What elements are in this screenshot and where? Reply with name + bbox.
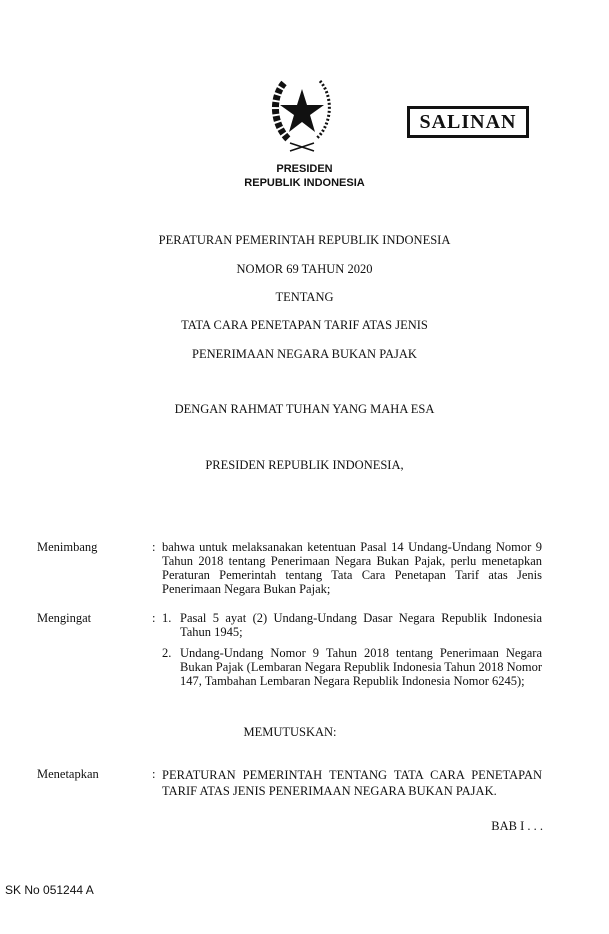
subject-line-2: PENERIMAAN NEGARA BUKAN PAJAK: [192, 347, 417, 361]
office-line-1: PRESIDEN: [276, 163, 333, 175]
regulation-title: PERATURAN PEMERINTAH REPUBLIK INDONESIA: [158, 233, 451, 247]
mengingat-item-2: Undang-Undang Nomor 9 Tahun 2018 tentang Penerimaan Negara Bukan Pajak (Lembaran Negara Republik Indonesia Tahun 2018 Nomor 147, Tambahan Lembaran Negara Republik Indonesia Nomor 6245);: [180, 646, 542, 688]
mengingat-item-1: Pasal 5 ayat (2) Undang-Undang Dasar Negara Republik Indonesia Tahun 1945;: [180, 611, 542, 639]
menimbang-label: Menimbang: [37, 540, 98, 554]
mengingat-label: Mengingat: [37, 611, 92, 625]
colon: :: [152, 611, 156, 625]
memutuskan-heading: MEMUTUSKAN:: [243, 725, 337, 739]
invocation: DENGAN RAHMAT TUHAN YANG MAHA ESA: [174, 402, 435, 416]
next-page-marker: BAB I . . .: [491, 819, 543, 833]
office-line-2: REPUBLIK INDONESIA: [244, 177, 365, 189]
colon: :: [152, 540, 156, 554]
issuer: PRESIDEN REPUBLIK INDONESIA,: [205, 458, 404, 472]
tentang-heading: TENTANG: [275, 290, 334, 304]
item-number: 2.: [162, 646, 172, 660]
menetapkan-label: Menetapkan: [37, 767, 99, 781]
subject-line-1: TATA CARA PENETAPAN TARIF ATAS JENIS: [181, 318, 428, 332]
menetapkan-text: PERATURAN PEMERINTAH TENTANG TATA CARA PENETAPAN TARIF ATAS JENIS PENERIMAAN NEGARA BUKAN PAJAK.: [162, 768, 542, 798]
footer-code: SK No 051244 A: [5, 883, 94, 897]
colon: :: [152, 767, 156, 781]
item-number: 1.: [162, 611, 172, 625]
regulation-number: NOMOR 69 TAHUN 2020: [236, 262, 373, 276]
presidential-seal-icon: [270, 75, 334, 157]
salinan-stamp: SALINAN: [407, 106, 529, 138]
menimbang-text: bahwa untuk melaksanakan ketentuan Pasal 14 Undang-Undang Nomor 9 Tahun 2018 tentang Penerimaan Negara Bukan Pajak, perlu menetapkan Peraturan Pemerintah tentang Tata Cara Penetapan Tarif atas Jenis Penerimaan Negara Bukan Pajak;: [162, 540, 542, 596]
